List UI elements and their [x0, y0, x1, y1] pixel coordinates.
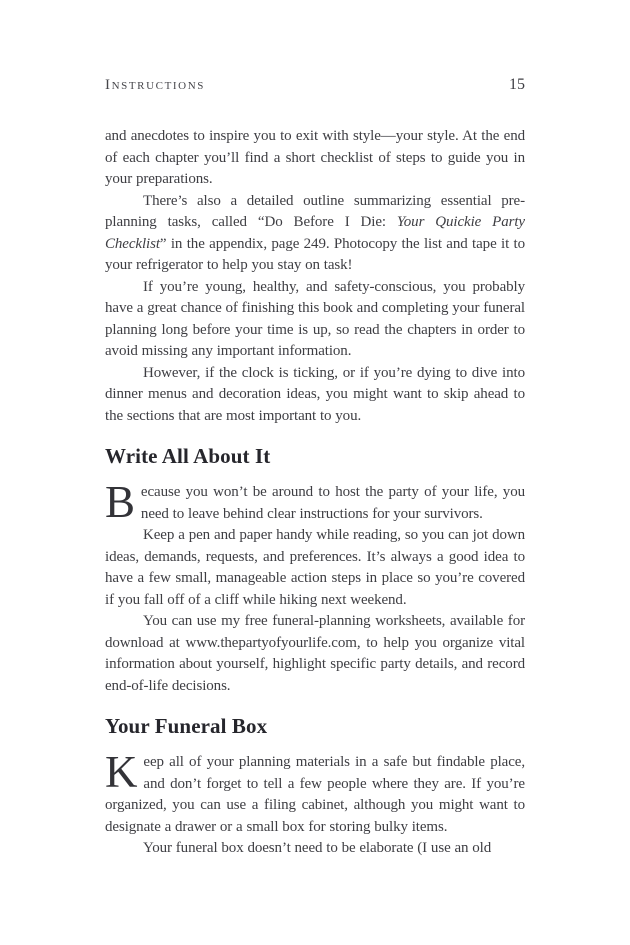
paragraph-text: ecause you won’t be around to host the party of your life, you need to leave behind clear instructions for your survivors. — [140, 484, 525, 522]
drop-cap: K — [105, 747, 138, 797]
running-head: Instructions — [105, 77, 205, 93]
paragraph: You can use my free funeral-planning worksheets, available for download at www.thepartyofyourlife.com, to help you organize vital information about yourself, highlight specific party details, and record end-of-life decisions. — [105, 613, 525, 694]
page-content — [105, 126, 525, 860]
paragraph — [105, 747, 525, 838]
paragraph — [105, 477, 525, 527]
paragraph: Keep a pen and paper handy while reading, so you can jot down ideas, demands, requests, and preferences. It’s always a good idea to have a few small, manageable action steps in place so you’re covered if you fall off of a cliff while hiking next weekend. — [105, 527, 525, 608]
drop-cap: B — [105, 477, 135, 527]
section-heading-write-all-about-it: Write All About It — [105, 444, 271, 468]
paragraph-text: There’s also a detailed outline summarizing essential pre-planning tasks, called “Do Before I Die: — [105, 192, 525, 230]
paragraph: If you’re young, healthy, and safety-conscious, you probably have a great chance of finishing this book and completing your funeral planning long before your time is up, so read the chapters in order to avoid missing any important information. — [105, 278, 525, 359]
paragraph — [105, 191, 525, 277]
paragraph: and anecdotes to inspire you to exit with style—your style. At the end of each chapter you’ll find a short checklist of steps to guide you in your preparations. — [105, 128, 525, 187]
page-header — [105, 76, 525, 94]
paragraph-text: ” in the appendix, page 249. Photocopy the list and tape it to your refrigerator to help you stay on task! — [105, 235, 525, 273]
page-number: 15 — [509, 76, 525, 93]
paragraph: Your funeral box doesn’t need to be elaborate (I use an old — [143, 840, 492, 856]
section-heading-your-funeral-box: Your Funeral Box — [105, 714, 268, 738]
italic-book-title: Your Quickie Party Checklist — [105, 214, 525, 252]
paragraph-text: eep all of your planning materials in a safe but findable place, and don’t forget to tell a few people where they are. If you’re organized, you can use a filing cabinet, although you might want to designate a drawer or a small box for storing bulky items. — [105, 754, 525, 835]
paragraph: However, if the clock is ticking, or if you’re dying to dive into dinner menus and decoration ideas, you might want to skip ahead to the sections that are most important to you. — [105, 364, 525, 424]
